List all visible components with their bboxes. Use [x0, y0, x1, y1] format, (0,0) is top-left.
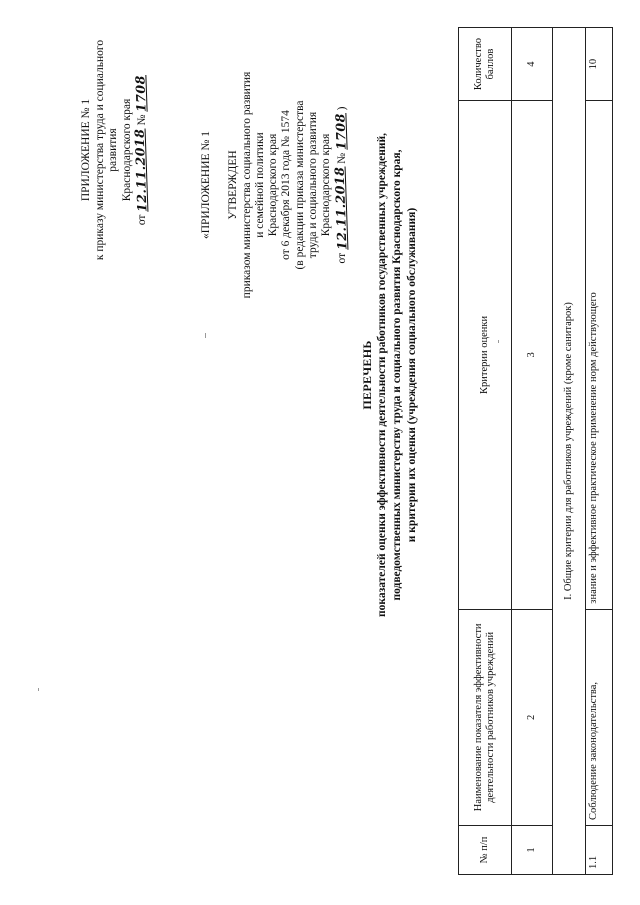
column-number: 4 [512, 28, 553, 101]
approval-line-3: Краснодарского края [267, 133, 280, 237]
approval-line-4: от 6 декабря 2013 года № 1574 [280, 110, 293, 260]
appendix-line-2: развития [107, 128, 120, 172]
score: 10 [586, 28, 613, 101]
approval-line-2: и семейной политики [253, 132, 266, 238]
number-prefix: № [136, 114, 149, 126]
column-number: 1 [512, 825, 553, 874]
header-cell: Количество баллов [459, 28, 512, 101]
approval-line-1: приказом министерства социального развития [240, 71, 253, 299]
approved-word: УТВЕРЖДЕН [227, 150, 240, 220]
section-title: I. Общие критерии для работников учреждений (кроме санитарок) [553, 28, 586, 875]
scan-speck [498, 340, 499, 343]
criteria-text: знание и эффективное практическое применение норм действующего [586, 101, 613, 610]
column-number: 3 [512, 101, 553, 610]
scan-speck [205, 333, 206, 338]
appendix-title: ПРИЛОЖЕНИЕ № 1 [80, 98, 92, 202]
approval-date-line [331, 55, 350, 315]
appendix-header [80, 35, 150, 265]
appendix-line-3: Краснодарского края [120, 98, 133, 202]
quoted-appendix-title: «ПРИЛОЖЕНИЕ № 1 [200, 131, 212, 240]
closing-paren: ) [335, 106, 348, 111]
column-number-row [512, 28, 553, 875]
header-cell: Наименование показателя эффективности деятельности работников учреждений [459, 609, 512, 825]
header-cell: № п/п [459, 825, 512, 874]
approval-block [200, 55, 349, 315]
handwritten-number: 1708 [332, 112, 349, 151]
column-number: 2 [512, 609, 553, 825]
handwritten-date: 12.11.2018 [331, 166, 350, 251]
indicator-name: Соблюдение законодательства, [586, 609, 613, 825]
title-line-1: показателей оценки эффективности деятельности работников государственных учреждений, [376, 133, 388, 617]
approval-line-5: (в редакции приказа министерства [293, 100, 306, 270]
criteria-table [458, 27, 613, 875]
appendix-date-line [131, 35, 150, 265]
date-prefix: от [136, 214, 149, 226]
handwritten-number: 1708 [132, 74, 150, 112]
section-row [553, 28, 586, 875]
row-number: 1.1 [586, 825, 613, 874]
handwritten-date: 12.11.2018 [131, 128, 150, 212]
table-header-row [459, 28, 512, 875]
approval-line-7: Краснодарского края [320, 133, 333, 237]
number-prefix: № [335, 152, 348, 164]
title-line-2: подведомственных министерству труда и социального развития Краснодарского края, [391, 149, 403, 601]
spacer [213, 55, 227, 315]
document-title [360, 125, 420, 625]
title-line-3: и критерии их оценки (учреждения социального обслуживания) [406, 207, 418, 543]
appendix-line-1: к приказу министерства труда и социального [93, 39, 106, 261]
approval-line-6: труда и социального развития [307, 111, 320, 259]
scan-speck [38, 688, 39, 691]
title-heading: ПЕРЕЧЕНЬ [360, 340, 374, 410]
header-cell: Критерии оценки [459, 101, 512, 610]
table-row [586, 28, 613, 875]
date-prefix: от [335, 252, 348, 264]
